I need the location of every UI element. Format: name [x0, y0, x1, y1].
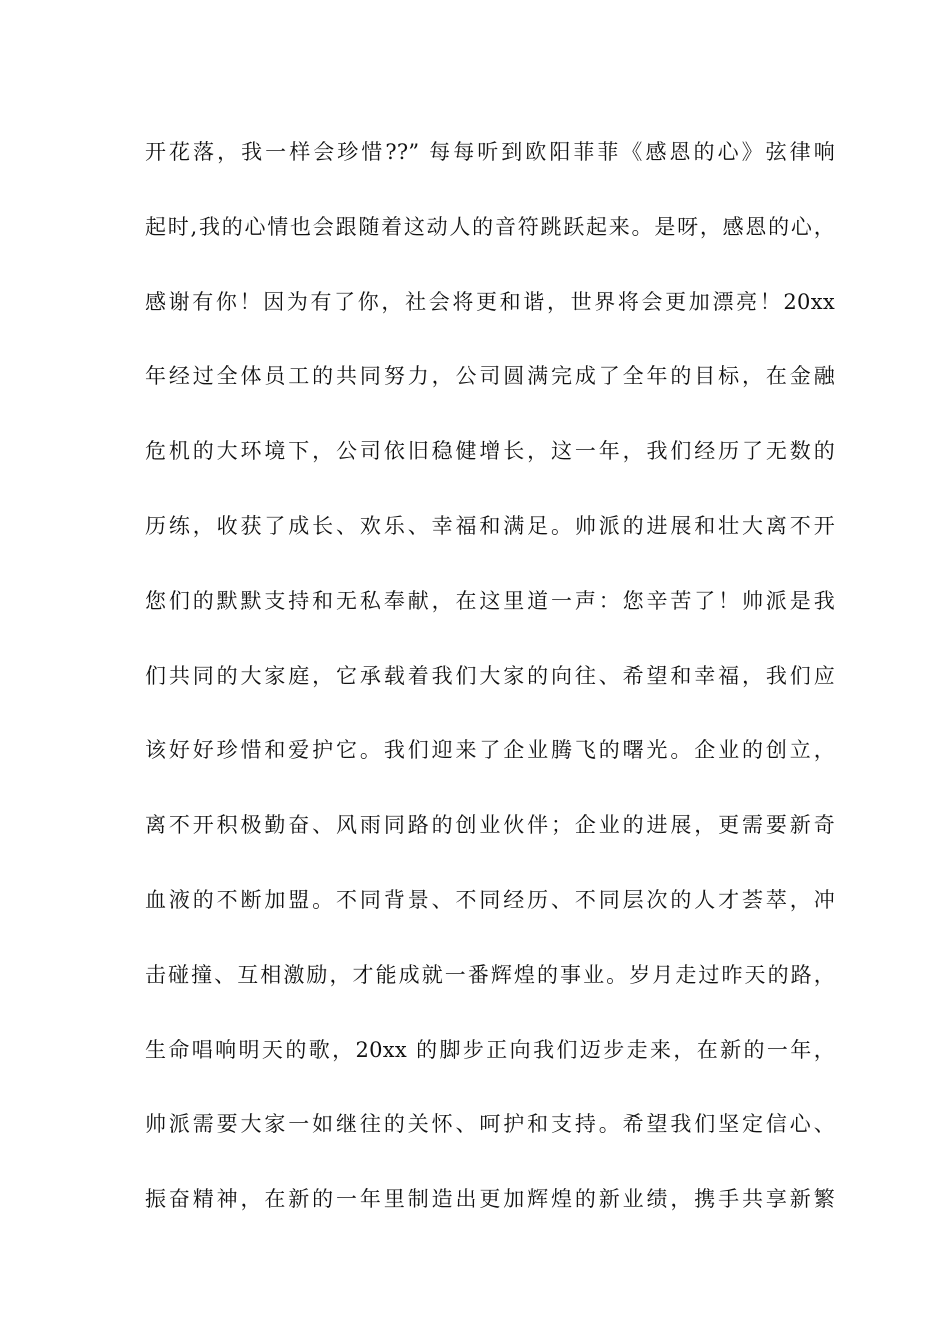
text-line: 起时,我的心情也会跟随着这动人的音符跳跃起来。是呀，感恩的心， [145, 214, 835, 239]
text-line: 危机的大环境下，公司依旧稳健增长，这一年，我们经历了无数的 [145, 439, 835, 464]
text-line: 振奋精神，在新的一年里制造出更加辉煌的新业绩，携手共享新繁 [145, 1187, 835, 1212]
text-line: 历练，收获了成长、欢乐、幸福和满足。帅派的进展和壮大离不开 [145, 513, 835, 538]
text-line: 击碰撞、互相激励，才能成就一番辉煌的事业。岁月走过昨天的路， [145, 962, 835, 987]
text-line: 感谢有你！因为有了你，社会将更和谐，世界将会更加漂亮！20xx [145, 289, 835, 314]
text-line: 血液的不断加盟。不同背景、不同经历、不同层次的人才荟萃，冲 [145, 887, 835, 912]
text-line: 该好好珍惜和爱护它。我们迎来了企业腾飞的曙光。企业的创立， [145, 738, 835, 763]
text-line: 离不开积极勤奋、风雨同路的创业伙伴；企业的进展，更需要新奇 [145, 813, 835, 838]
text-line: 年经过全体员工的共同努力，公司圆满完成了全年的目标，在金融 [145, 364, 835, 389]
text-line: 您们的默默支持和无私奉献，在这里道一声：您辛苦了！帅派是我 [145, 588, 835, 613]
text-line: 开花落，我一样会珍惜??” 每每听到欧阳菲菲《感恩的心》弦律响 [145, 140, 835, 164]
text-line: 们共同的大家庭，它承载着我们大家的向往、希望和幸福，我们应 [145, 663, 835, 688]
body-text [145, 130, 835, 1252]
text-line: 帅派需要大家一如继往的关怀、呵护和支持。希望我们坚定信心、 [145, 1112, 835, 1137]
text-line: 生命唱响明天的歌，20xx 的脚步正向我们迈步走来，在新的一年， [145, 1037, 835, 1062]
